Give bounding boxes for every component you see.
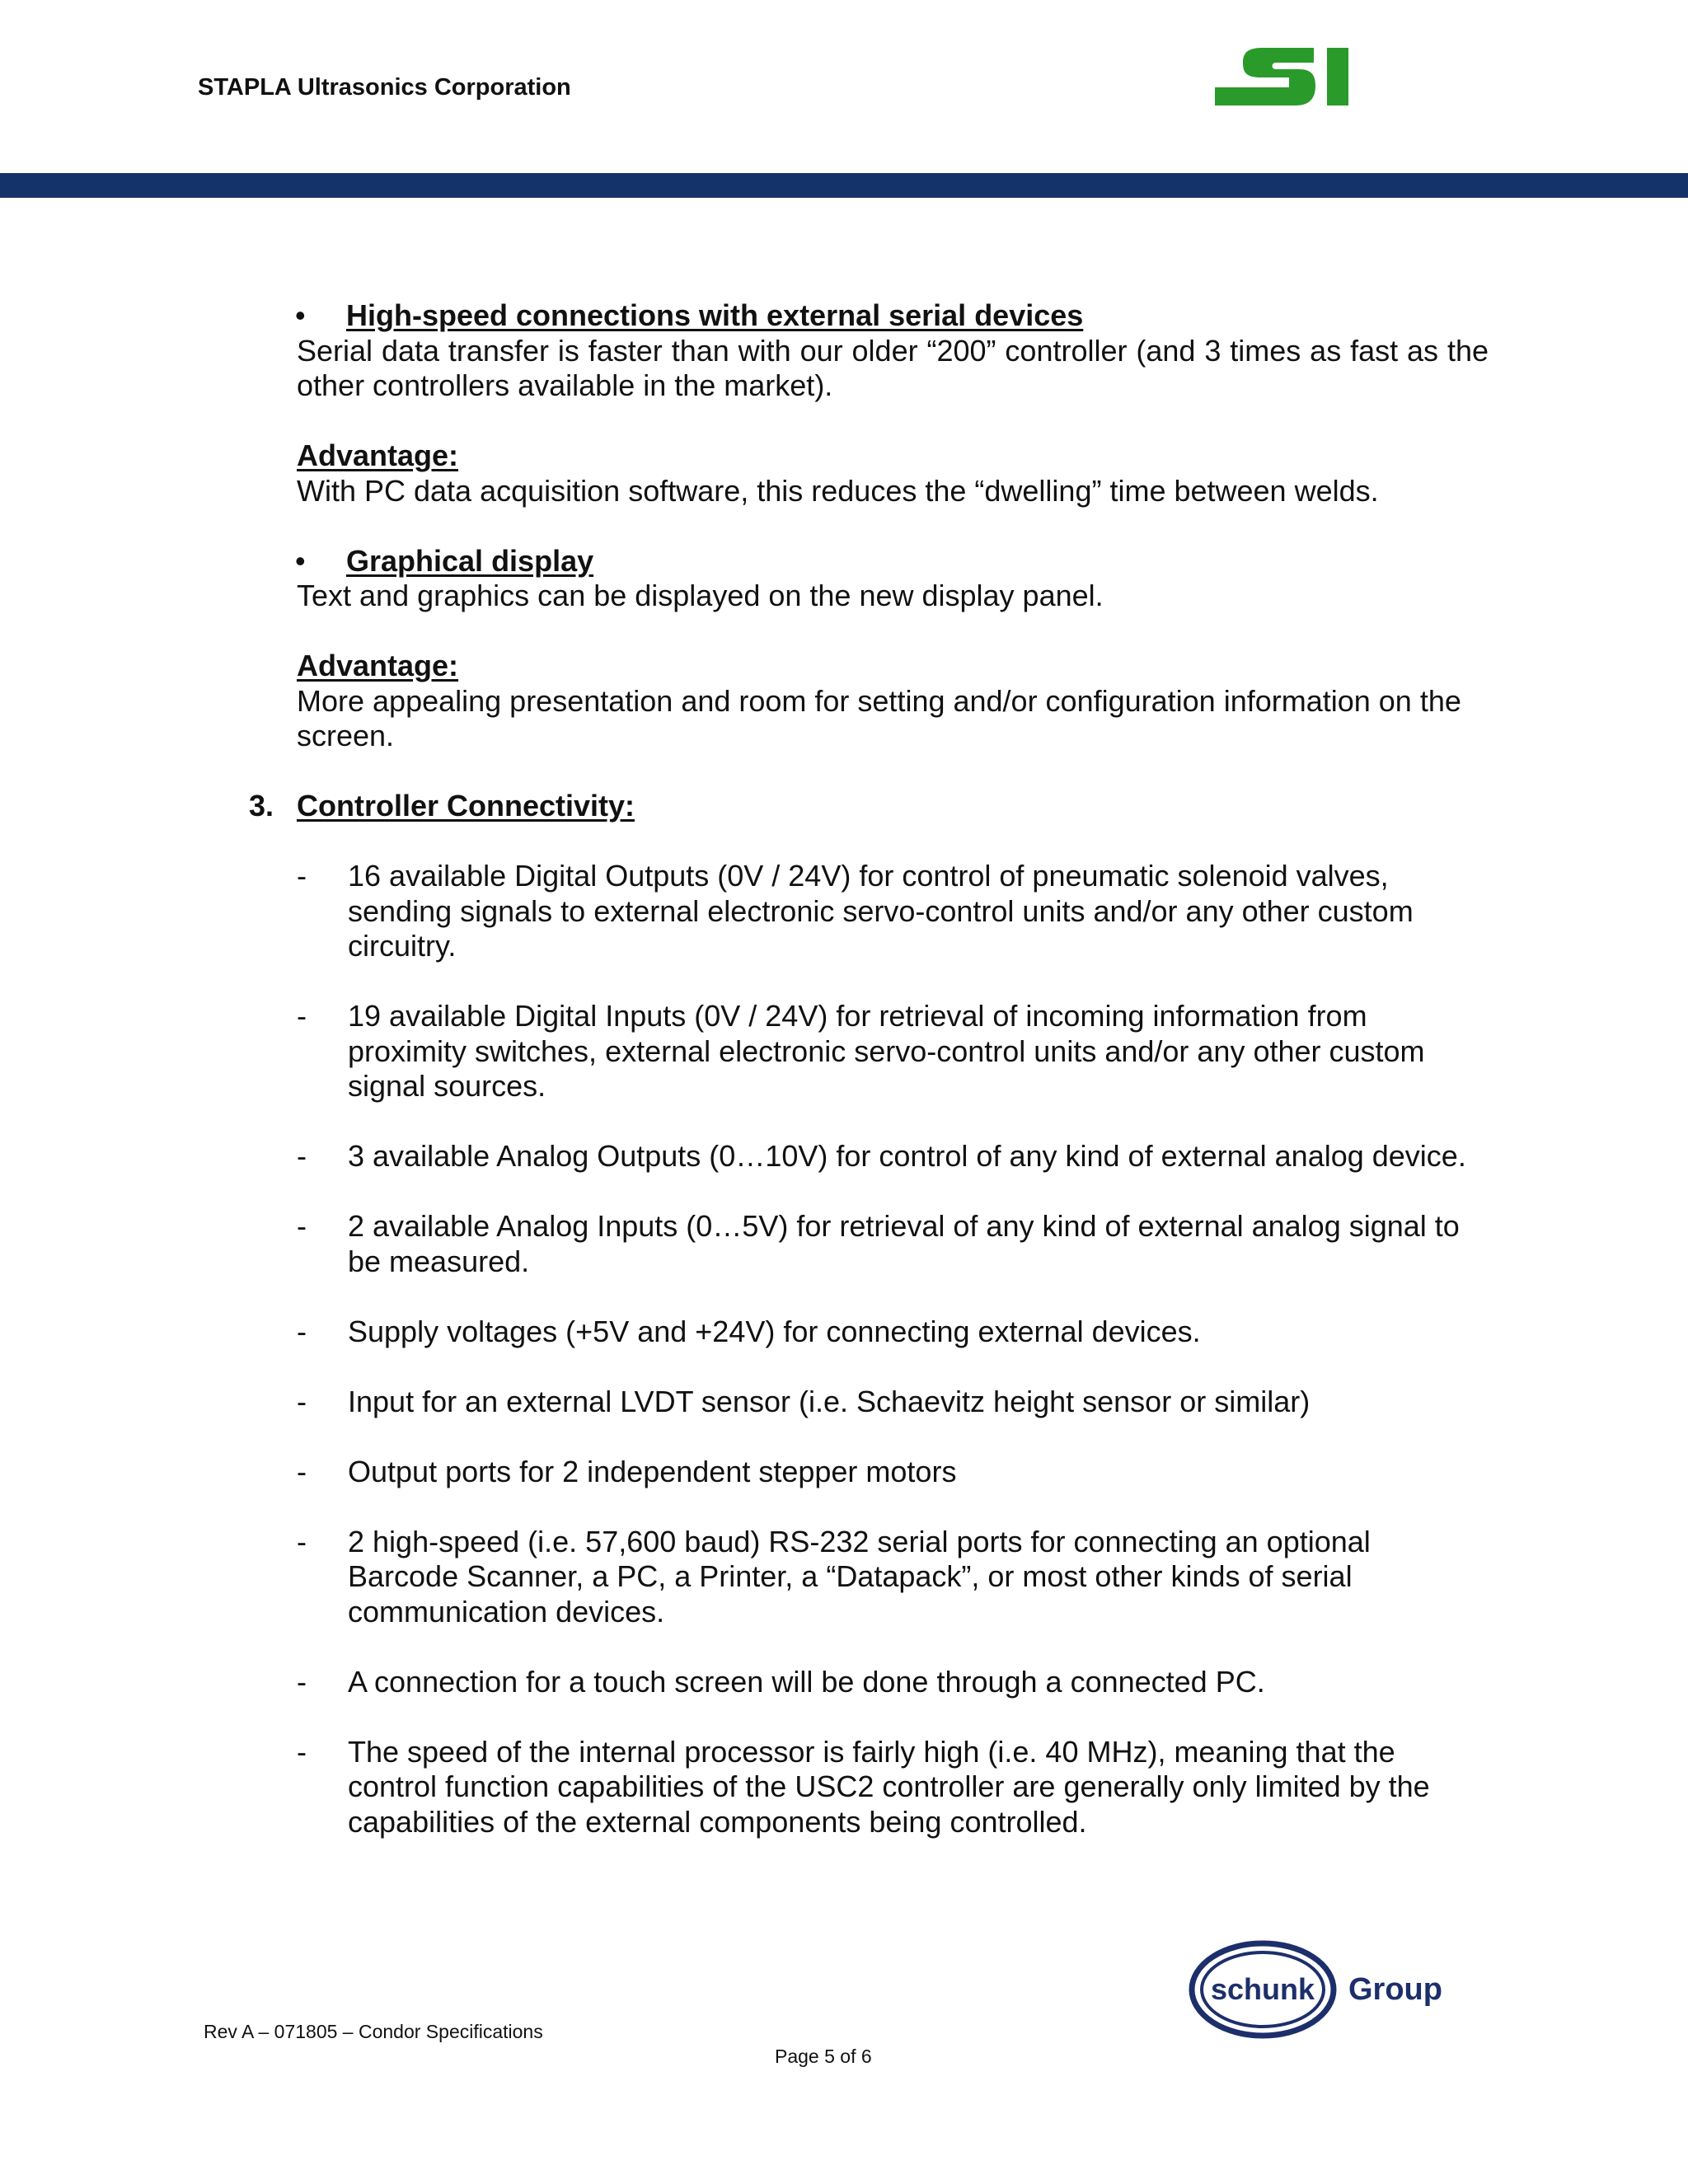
schunk-group-logo-icon xyxy=(1187,1938,1451,2039)
list-item-text: Supply voltages (+5V and +24V) for connecting external devices. xyxy=(348,1314,1201,1348)
advantage-label: Advantage: xyxy=(297,649,459,682)
list-item-text: A connection for a touch screen will be done through a connected PC. xyxy=(348,1664,1265,1699)
feature-serial xyxy=(297,298,1489,334)
footer-page-number: Page 5 of 6 xyxy=(775,2046,872,2067)
section-heading xyxy=(249,789,1489,824)
list-item-text: 19 available Digital Inputs (0V / 24V) for retrieval of incoming information from proximity switches, external electronic servo-control units and/or any other custom signal sources. xyxy=(348,999,1425,1103)
dash-marker: - xyxy=(297,1209,307,1243)
list-item xyxy=(297,1665,1489,1700)
dash-marker: - xyxy=(297,1139,307,1173)
bullet-icon: • xyxy=(295,298,306,332)
list-item-text: 2 available Analog Inputs (0…5V) for retrieval of any kind of external analog signal to be measured. xyxy=(348,1209,1460,1278)
dash-marker: - xyxy=(297,1734,307,1769)
section-title: Controller Connectivity: xyxy=(297,789,635,823)
header-band xyxy=(0,173,1688,198)
list-item xyxy=(297,1455,1489,1490)
si-logo-i-bar xyxy=(1327,48,1348,105)
list-item xyxy=(297,999,1489,1104)
list-item xyxy=(297,1525,1489,1630)
dash-marker: - xyxy=(297,1524,307,1558)
dash-marker: - xyxy=(297,999,307,1033)
connectivity-list xyxy=(297,859,1489,1840)
footer-revision: Rev A – 071805 – Condor Specifications xyxy=(204,2021,543,2042)
list-item-text: 3 available Analog Outputs (0…10V) for control of any kind of external analog device. xyxy=(348,1139,1466,1173)
list-item xyxy=(297,1315,1489,1350)
list-item xyxy=(297,1385,1489,1420)
list-item xyxy=(297,859,1489,964)
company-name: STAPLA Ultrasonics Corporation xyxy=(198,74,571,101)
section-number: 3. xyxy=(249,789,274,823)
feature-heading: High-speed connections with external serial devices xyxy=(346,298,1084,332)
list-item xyxy=(297,1735,1489,1840)
list-item-text: The speed of the internal processor is fairly high (i.e. 40 MHz), meaning that the control function capabilities of the USC2 controller are generally only limited by the capabilities of the external components being controlled. xyxy=(348,1734,1430,1839)
list-item xyxy=(297,1139,1489,1174)
bullet-icon: • xyxy=(295,543,306,578)
dash-marker: - xyxy=(297,1664,307,1699)
stapla-si-logo-icon xyxy=(1213,46,1350,109)
dash-marker: - xyxy=(297,1384,307,1418)
logo-schunk-text: schunk xyxy=(1210,1972,1315,2006)
advantage-label: Advantage: xyxy=(297,438,459,472)
feature-text: Text and graphics can be displayed on the new display panel. xyxy=(297,579,1104,612)
feature-display xyxy=(297,544,1489,579)
advantage-text: More appealing presentation and room for setting and/or configuration information on the screen. xyxy=(297,683,1461,752)
list-item-text: 16 available Digital Outputs (0V / 24V) for control of pneumatic solenoid valves, sending signals to external electronic servo-control units and/or any other custom circuitry. xyxy=(348,859,1414,963)
dash-marker: - xyxy=(297,1454,307,1488)
logo-group-text: Group xyxy=(1348,1972,1442,2007)
advantage-text: With PC data acquisition software, this reduces the “dwelling” time between welds. xyxy=(297,473,1379,508)
feature-text: Serial data transfer is faster than with our older “200” controller (and 3 times as fast as the other controllers available in the market). xyxy=(297,333,1489,402)
feature-heading: Graphical display xyxy=(346,543,594,578)
list-item-text: Input for an external LVDT sensor (i.e. Schaevitz height sensor or similar) xyxy=(348,1384,1311,1418)
list-item-text: Output ports for 2 independent stepper motors xyxy=(348,1454,957,1488)
list-item xyxy=(297,1209,1489,1279)
list-item-text: 2 high-speed (i.e. 57,600 baud) RS-232 serial ports for connecting an optional Barcode Scanner, a PC, a Printer, a “Datapack”, or most other kinds of serial communication devices. xyxy=(348,1524,1371,1629)
dash-marker: - xyxy=(297,859,307,893)
si-logo-s-shape xyxy=(1215,48,1315,105)
dash-marker: - xyxy=(297,1314,307,1348)
document-body xyxy=(249,298,1489,1840)
